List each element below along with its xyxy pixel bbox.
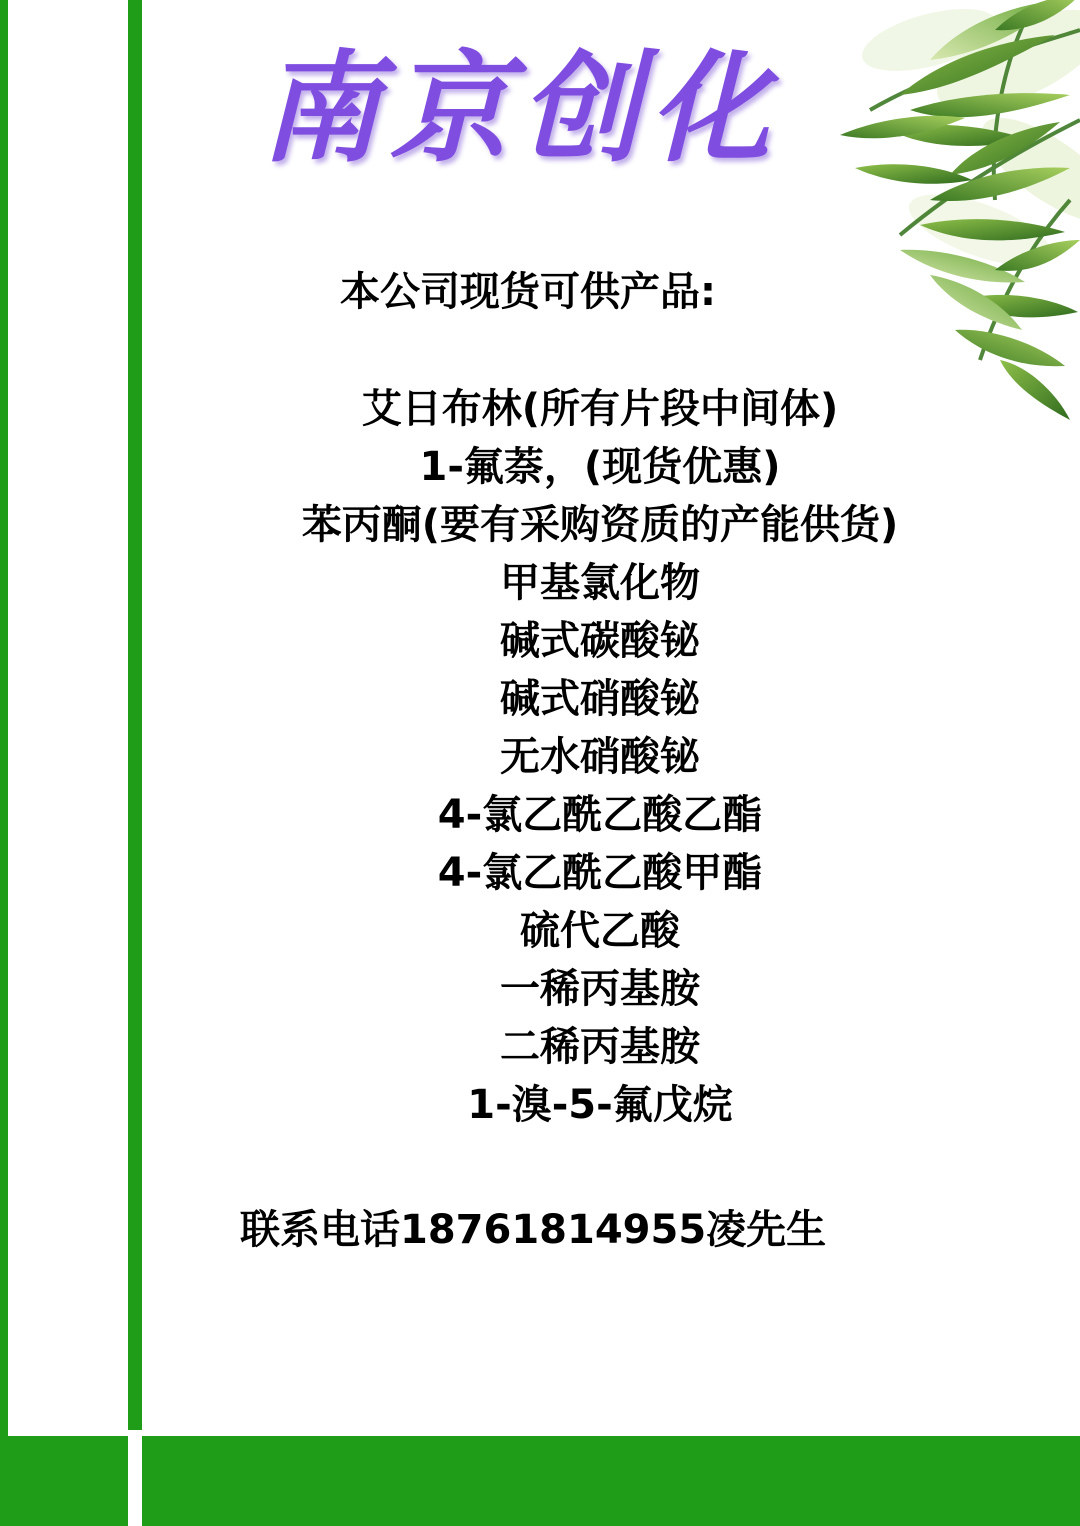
list-item: 二稀丙基胺 [500, 1024, 700, 1070]
list-item: 甲基氯化物 [500, 560, 700, 606]
left-white-gap [8, 0, 128, 1436]
lead-text: 本公司现货可供产品: [340, 269, 716, 315]
poster-body [150, 268, 1050, 1255]
list-item: 4-氯乙酰乙酸甲酯 [437, 850, 763, 896]
list-item: 硫代乙酸 [520, 908, 680, 954]
list-item: 1-氟萘，(现货优惠) [419, 444, 781, 490]
list-item: 4-氯乙酰乙酸乙酯 [437, 792, 763, 838]
left-outer-green-bar [0, 0, 8, 1526]
list-item: 无水硝酸铋 [500, 734, 700, 780]
list-item: 碱式碳酸铋 [500, 618, 700, 664]
list-item: 一稀丙基胺 [500, 966, 700, 1012]
product-list [150, 380, 1050, 1134]
bottom-bar-notch [128, 1436, 142, 1526]
poster-title: 南京创化 [260, 38, 780, 179]
list-item: 苯丙酮(要有采购资质的产能供货) [301, 502, 899, 548]
left-inner-green-bar [128, 0, 142, 1430]
contact-text: 联系电话18761814955凌先生 [240, 1207, 827, 1253]
list-item: 1-溴-5-氟戊烷 [467, 1082, 733, 1128]
list-item: 碱式硝酸铋 [500, 676, 700, 722]
list-item: 艾日布林(所有片段中间体) [361, 386, 839, 432]
bottom-green-bar [0, 1436, 1080, 1526]
